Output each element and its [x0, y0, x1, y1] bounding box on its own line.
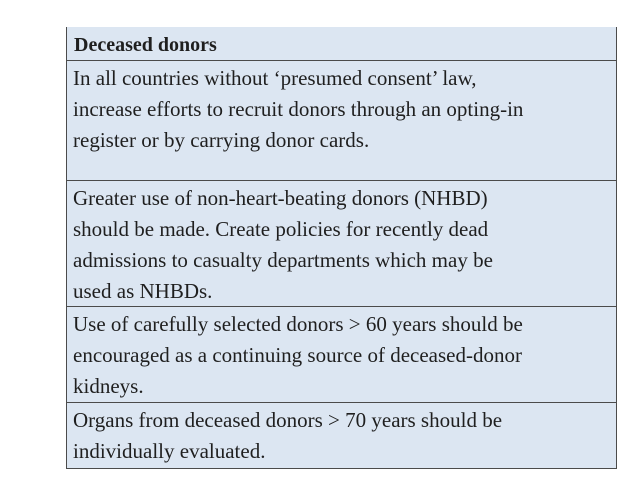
table-row: [67, 181, 616, 307]
row-text-line: Use of carefully selected donors > 60 years should be: [73, 312, 523, 336]
row-text-line: should be made. Create policies for recently dead: [73, 217, 489, 241]
table-row: [67, 307, 616, 403]
row-text-line: Organs from deceased donors > 70 years should be: [73, 408, 503, 432]
row-text-line: register or by carrying donor cards.: [73, 128, 370, 152]
row-text-line: Greater use of non-heart-beating donors (NHBD): [73, 186, 488, 210]
row-text-line: In all countries without ‘presumed consent’ law,: [73, 66, 477, 90]
table-row: [67, 61, 616, 181]
row-text-line: increase efforts to recruit donors through an opting-in: [73, 97, 524, 121]
table-header: Deceased donors: [67, 27, 616, 61]
row-text-line: individually evaluated.: [73, 439, 266, 463]
recommendations-table: [66, 27, 617, 469]
row-text-line: kidneys.: [73, 374, 144, 398]
row-text-line: used as NHBDs.: [73, 279, 213, 303]
table-row: [67, 403, 616, 468]
row-text-line: encouraged as a continuing source of deceased-donor: [73, 343, 522, 367]
row-text-line: admissions to casualty departments which may be: [73, 248, 493, 272]
